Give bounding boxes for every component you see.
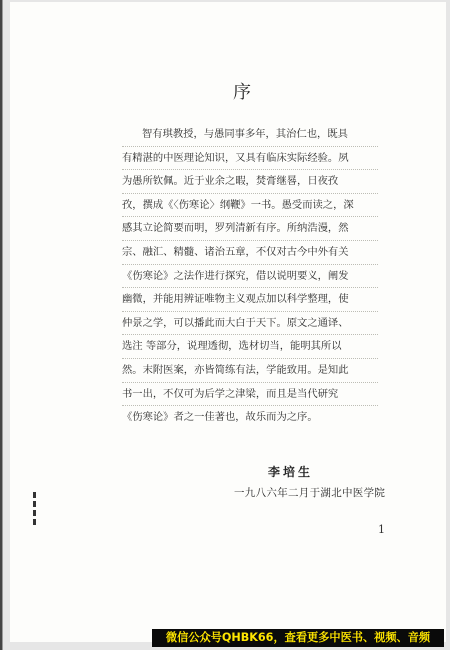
- paragraph-line: 孜，撰成《〈伤寒论〉纲鞭》一书。愚受而读之，深: [122, 194, 378, 218]
- paragraph-line: 为愚所钦佩。近于业余之暇，焚膏继晷，日夜孜: [122, 170, 378, 194]
- page-title: 序: [233, 82, 253, 103]
- author-name: 李培生: [268, 465, 314, 479]
- paragraph-line: 《伤寒论》之法作进行探究，借以说明要义，阐发: [122, 265, 378, 289]
- watermark-banner: 微信公众号QHBK66，查看更多中医书、视频、音频: [152, 629, 444, 647]
- binding-mark: [33, 492, 36, 528]
- date-line: 一九八六年二月于湖北中医学院: [234, 487, 386, 499]
- paragraph-line: 选注 等部分，说理透彻，选材切当，能明其所以: [122, 335, 378, 359]
- paragraph-line: 有精湛的中医理论知识，又具有临床实际经验。夙: [122, 147, 378, 171]
- paragraph-line: 《伤寒论》者之一佳著也，故乐而为之序。: [122, 411, 318, 424]
- page-number: 1: [378, 523, 385, 536]
- document-page: [10, 2, 446, 642]
- paragraph-line: 书一出，不仅可为后学之津梁，而且是当代研究: [122, 383, 378, 407]
- paragraph-line: 感其立论简要而明，罗列清新有序。所纳浩漫，然: [122, 217, 378, 241]
- left-page-edge: [0, 0, 10, 650]
- paragraph-line: 然。末附医案，亦皆简练有法，学能致用。是知此: [122, 359, 378, 383]
- preface-paragraph: [122, 123, 378, 429]
- paragraph-line: 幽微，并能用辨证唯物主义观点加以科学整理，使: [122, 288, 378, 312]
- paragraph-line: 宗、融汇、精髓、诸治五章，不仅对古今中外有关: [122, 241, 378, 265]
- paragraph-line: 仲景之学，可以播此而大白于天下。原文之通译、: [122, 312, 378, 336]
- paragraph-line: 智有琪教授，与愚同事多年，其治仁也，既具: [122, 123, 378, 147]
